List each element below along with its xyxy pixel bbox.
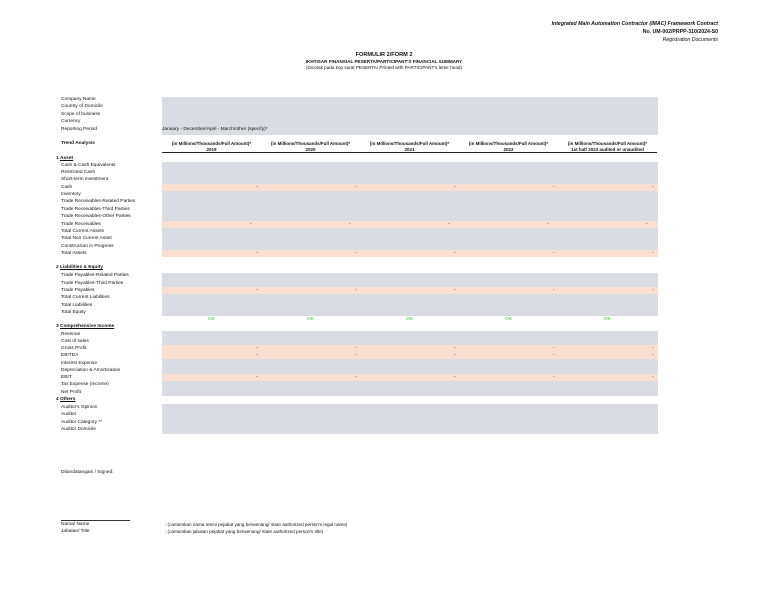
asset-row-label: Total Non Current Asset — [61, 236, 112, 241]
form-summary: IKHTISAR FINANSIAL PESERTA/PARTICIPANT'S FINANCIAL SUMMARY — [305, 58, 463, 64]
balance-check-ok: OK — [505, 317, 512, 322]
income-row-label: Revenue — [61, 331, 81, 337]
liab-row-label: Trade Payables-Third Parties — [61, 280, 124, 286]
income-input-block-2[interactable] — [162, 359, 658, 374]
company-name-label: Company Name — [61, 97, 96, 102]
dash-cell: - — [553, 287, 555, 293]
asset-row-label: Trade Receivables-Third Parties — [61, 206, 130, 212]
asset-input-block-3[interactable] — [162, 228, 658, 250]
balance-check-ok: OK — [604, 317, 611, 322]
cash-total-row — [162, 184, 658, 191]
income-row-label: EBITDA — [61, 353, 79, 358]
income-input-block-1[interactable] — [162, 331, 658, 345]
title-note: : (cantumkan jabatan pejabat yang berwenang/ state authorized person's title) — [165, 529, 324, 534]
income-row-label: Gross Profit — [61, 346, 87, 351]
dash-cell: - — [454, 250, 456, 256]
dash-cell: - — [652, 352, 654, 358]
dash-cell: - — [553, 352, 555, 358]
form-title-block — [0, 52, 768, 72]
dash-cell: - — [355, 345, 357, 351]
dash-cell: - — [454, 287, 456, 293]
liab-row-label: Total Liabilities — [61, 302, 93, 308]
dash-cell: - — [454, 352, 456, 358]
trade-payables-total-row — [162, 287, 658, 294]
col-header-2020: (in Millions/Thousands/Full Amount)* 2020 — [261, 141, 360, 153]
col-header-2019: (in Millions/Thousands/Full Amount)* 2019 — [162, 141, 261, 153]
dash-cell: - — [256, 287, 258, 293]
contract-title: Integrated Main Automation Contractor (IMAC) Framework Contract — [551, 21, 718, 27]
dash-cell: - — [646, 221, 648, 227]
name-note: : (cantumkan nama resmi pejabat yang berwenang/ state authorized person's legal name) — [165, 522, 348, 527]
dash-cell: - — [250, 221, 252, 227]
gross-profit-ebitda-rows — [162, 345, 658, 359]
income-row-label: Cost of sales — [61, 338, 89, 344]
section-asset: 1 Asset — [56, 156, 74, 161]
balance-check-ok: OK — [208, 317, 215, 322]
section-others: 4 Others — [56, 397, 76, 402]
others-row-label: Auditor Domicile — [61, 427, 96, 432]
dash-cell: - — [256, 250, 258, 256]
asset-row-label: Total Assets — [61, 251, 87, 256]
trade-receivables-total-row — [162, 221, 658, 228]
asset-row-label: Trade Receivables-Other Parties — [61, 214, 131, 219]
liab-input-block-2[interactable] — [162, 294, 658, 316]
asset-row-label: Inventory — [61, 192, 81, 197]
dash-cell: - — [652, 287, 654, 293]
dash-cell: - — [553, 184, 555, 190]
asset-input-block-1[interactable] — [162, 162, 658, 184]
others-input-block[interactable] — [162, 404, 658, 434]
dash-cell: - — [454, 345, 456, 351]
signature-line — [61, 520, 130, 521]
dash-cell: - — [256, 345, 258, 351]
balance-check-ok: OK — [307, 317, 314, 322]
dash-cell: - — [256, 374, 258, 380]
form-title: FORMULIR 2/FORM 2 — [355, 52, 413, 58]
section-liabilities: 2 Liabilities & Equity — [56, 265, 103, 270]
asset-row-label: Trade Receivables — [61, 221, 101, 227]
asset-row-label: Construction in Progress — [61, 243, 114, 249]
dash-cell: - — [652, 184, 654, 190]
dash-cell: - — [547, 221, 549, 227]
country-label: Country of Domicile — [61, 104, 103, 109]
asset-row-label: Total Current Assets — [61, 229, 104, 234]
col-header-2022: (in Millions/Thousands/Full Amount)* 2022 — [459, 141, 558, 153]
title-label: Jabatan/ Title — [61, 529, 90, 534]
liab-row-label: Total Equity — [61, 310, 86, 315]
others-row-label: Auditor — [61, 412, 77, 417]
dash-cell: - — [553, 374, 555, 380]
dash-cell: - — [454, 374, 456, 380]
total-assets-row — [162, 250, 658, 257]
liab-row-label: Trade Payables — [61, 288, 95, 293]
asset-row-label: Trade Receivables-Related Parties — [61, 199, 136, 204]
ebit-row — [162, 374, 658, 381]
income-row-label: Net Profit — [61, 389, 81, 395]
dash-cell: - — [448, 221, 450, 227]
dash-cell: - — [355, 287, 357, 293]
income-row-label: Interest Expense — [61, 360, 97, 366]
reporting-period-value: January - December/April - March/other (specify)* — [162, 127, 268, 132]
income-row-label: EBIT — [61, 375, 72, 380]
dash-cell: - — [349, 221, 351, 227]
asset-row-label: Short-term investment — [61, 177, 109, 182]
others-row-label: Auditor Category ** — [61, 419, 103, 425]
dash-cell: - — [454, 184, 456, 190]
dash-cell: - — [355, 184, 357, 190]
dash-cell: - — [256, 352, 258, 358]
asset-input-block-2[interactable] — [162, 191, 658, 221]
liab-row-label: Total Current Liabilities — [61, 295, 110, 300]
asset-row-label: Cash & Cash Equivalents — [61, 162, 116, 168]
name-label: Nama/ Name — [61, 522, 90, 527]
liab-row-label: Trade Payables-Related Parties — [61, 273, 129, 278]
registration-docs: Registration Documents — [662, 37, 718, 43]
dash-cell: - — [355, 374, 357, 380]
dash-cell: - — [652, 345, 654, 351]
others-row-label: Auditor's Opinion — [61, 404, 98, 410]
contract-number: No. UM-002/PRPP-310/2024-S0 — [642, 29, 718, 35]
income-row-label: Depreciation & Amortization — [61, 367, 121, 373]
section-income: 3 Comprehensive Income — [56, 324, 115, 329]
dash-cell: - — [355, 250, 357, 256]
dash-cell: - — [652, 374, 654, 380]
document-header — [552, 20, 718, 44]
liab-input-block-1[interactable] — [162, 273, 658, 287]
asset-row-label: Cash — [61, 184, 73, 190]
trend-analysis-label: Trend Analysis — [61, 141, 95, 146]
asset-row-label: Restricted Cash — [61, 169, 96, 175]
scope-label: Scope of business — [61, 111, 101, 117]
col-header-2023: (in Millions/Thousands/Full Amount)* 1st half 2023 audited or unaudited — [558, 141, 657, 153]
income-row-label: Tax Expense (Income) — [61, 382, 109, 387]
dash-cell: - — [553, 345, 555, 351]
currency-label: Currency — [61, 119, 81, 124]
col-header-2021: (in Millions/Thousands/Full Amount)* 2021 — [360, 141, 459, 153]
dash-cell: - — [652, 250, 654, 256]
balance-check-ok: OK — [406, 317, 413, 322]
signed-label: Ditandatangani / Signed: — [61, 470, 114, 475]
reporting-period-label: Reporting Period — [61, 126, 97, 132]
dash-cell: - — [256, 184, 258, 190]
form-printed-note: (Dicetak pada kop surat PESERTA/ Printed with PARTICIPANT's letter head) — [306, 65, 462, 70]
income-input-block-3[interactable] — [162, 381, 658, 396]
dash-cell: - — [553, 250, 555, 256]
dash-cell: - — [355, 352, 357, 358]
